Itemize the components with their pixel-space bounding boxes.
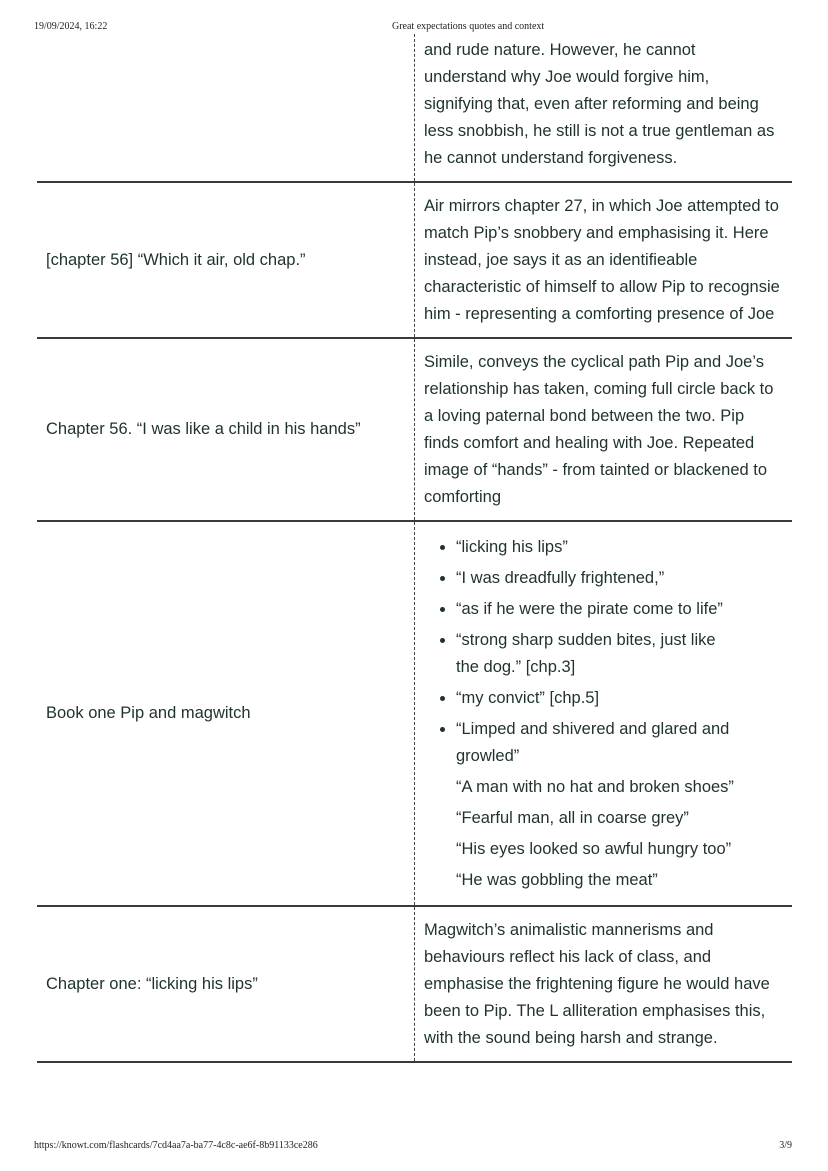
page-number: 3/9 xyxy=(779,1140,792,1151)
list-item: • “as if he were the pirate come to life” xyxy=(456,594,782,625)
term-cell: Book one Pip and magwitch xyxy=(46,704,251,722)
flashcard-table xyxy=(37,34,792,1063)
list-item: • “I was dreadfully frightened,” xyxy=(456,563,782,594)
quote-line: “A man with no hat and broken shoes” xyxy=(456,778,734,796)
table-row xyxy=(37,34,792,183)
term-cell xyxy=(37,34,414,181)
definition-cell: Simile, conveys the cyclical path Pip and Joe’s relationship has taken, coming full circle back to a loving paternal bond between the two. Pip finds comfort and healing with Joe. Repeated image of “hands” - from tainted or blackened to comforting xyxy=(424,353,774,506)
table-row xyxy=(37,183,792,339)
print-url: https://knowt.com/flashcards/7cd4aa7a-ba77-4c8c-ae6f-8b91133ce286 xyxy=(34,1140,318,1151)
list-item: • “my convict” [chp.5] xyxy=(456,683,782,714)
quote-line: “His eyes looked so awful hungry too” xyxy=(456,840,732,858)
print-title: Great expectations quotes and context xyxy=(392,21,545,32)
list-item: • “licking his lips” xyxy=(456,532,782,563)
definition-cell xyxy=(414,522,792,905)
term-cell: Chapter one: “licking his lips” xyxy=(46,974,258,993)
definition-cell: Magwitch’s animalistic mannerisms and behaviours reflect his lack of class, and emphasise the frightening figure he would have been to Pip. The L alliteration emphasises this, with the sound being harsh and strange. xyxy=(424,921,770,1047)
definition-cell: Air mirrors chapter 27, in which Joe attempted to match Pip’s snobbery and emphasising it. Here instead, joe says it as an identifieable characteristic of himself to allow Pip to recognsie him - representing a comforting presence of Joe xyxy=(424,197,780,323)
table-row xyxy=(37,522,792,907)
table-row xyxy=(37,907,792,1063)
print-datetime: 19/09/2024, 16:22 xyxy=(34,21,108,32)
table-row xyxy=(37,339,792,522)
quote-line: “Fearful man, all in coarse grey” xyxy=(456,809,689,827)
definition-cell: and rude nature. However, he cannot understand why Joe would forgive him, signifying that, even after reforming and being less snobbish, he still is not a true gentleman as he cannot understand forgiveness. xyxy=(424,41,775,167)
term-cell: [chapter 56] “Which it air, old chap.” xyxy=(46,250,306,269)
term-cell: Chapter 56. “I was like a child in his hands” xyxy=(46,420,361,438)
quote-line: “He was gobbling the meat” xyxy=(456,871,658,889)
list-item: • “Limped and shivered and glared and growled” xyxy=(456,714,782,772)
list-item: • “strong sharp sudden bites, just like the dog.” [chp.3] xyxy=(456,625,782,683)
quote-list xyxy=(424,532,782,772)
